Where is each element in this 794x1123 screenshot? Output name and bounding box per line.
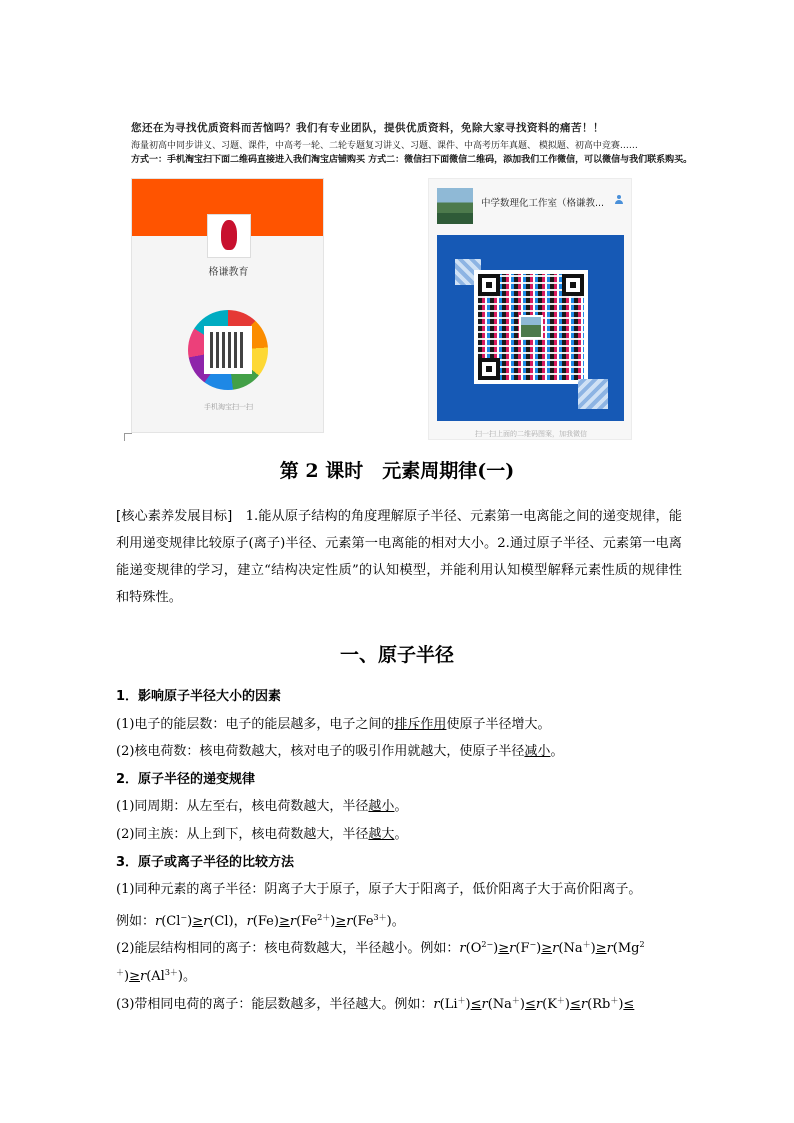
shop-name: 格谦教育 — [208, 267, 249, 278]
paragraph-3: (1)同周期：从左至右，核电荷数越大，半径越小。 — [116, 799, 408, 815]
pixel-decoration — [578, 379, 608, 409]
paragraph-1: (1)电子的能层数：电子的能层越多，电子之间的排斥作用使原子半径增大。 — [116, 716, 551, 732]
taobao-qr-card — [131, 178, 324, 433]
person-icon — [614, 195, 624, 205]
core-goals-paragraph — [116, 503, 682, 611]
paragraph-4: (2)同主族：从上到下，核电荷数越大，半径越大。 — [116, 826, 408, 842]
avatar — [437, 188, 473, 224]
qr-center-logo — [519, 315, 543, 339]
seal-icon — [221, 220, 237, 250]
section-content — [116, 683, 686, 1014]
ad-line-2: 海量初高中同步讲义、习题、课件，中高考一轮、二轮专题复习讲义、习题、课件、中高考历年真题、 模拟题、初高中竞赛…… — [131, 141, 638, 151]
subheading-2: 2．原子半径的递变规律 — [116, 771, 256, 787]
wechat-qr-card — [428, 178, 632, 440]
ad-line-1: 您还在为寻找优质资料而苦恼吗？我们有专业团队，提供优质资料，免除大家寻找资料的痛苦！！ — [131, 122, 604, 134]
goal-text: 1.能从原子结构的角度理解原子半径、元素第一电离能之间的递变规律，能利用递变规律比较原子(离子)半径、元素第一电离能的相对大小。2.通过原子半径、元素第一电离能递变规律的学习，建立“结构决定性质”的认知模型，并能利用认知模型解释元素性质的规律性和特殊性。 — [116, 509, 682, 605]
subheading-3: 3．原子或离子半径的比较方法 — [116, 854, 295, 870]
crop-mark — [124, 433, 132, 441]
goal-label: [核心素养发展目标] — [116, 509, 233, 524]
paragraph-7: (3)带相同电荷的离子：能层数越多，半径越大。例如：r(Li＋)≤r(Na＋)≤r(K＋)≤r(Rb＋)≤ — [116, 995, 635, 1012]
wechat-account-name: 中学数理化工作室（格谦教... — [481, 198, 605, 209]
paragraph-5: (1)同种元素的离子半径：阴离子大于原子，原子大于阳离子，低价阳离子大于高价阳离子。 — [116, 882, 642, 898]
section-heading: 一、原子半径 — [339, 644, 454, 666]
paragraph-6: (2)能层结构相同的离子：核电荷数越大，半径越小。例如：$r(O^{2-})\ge r(F^-)\ge r(Na^+)\ge r(Mg^2$ — [116, 940, 645, 957]
wechat-qr-panel — [437, 235, 624, 421]
wechat-qr-code — [474, 270, 588, 384]
taobao-qr-code — [188, 310, 268, 390]
subheading-1: 1．影响原子半径大小的因素 — [116, 689, 282, 704]
ad-line-3: 方式一：手机淘宝扫下面二维码直接进入我们淘宝店铺购买 方式二：微信扫下面微信二维码，添加我们工作微信，可以微信与我们联系购买。 — [131, 155, 693, 165]
qr-code-icon — [210, 332, 246, 368]
paragraph-6-cont: $^+)\ge r(Al^{3+})$。 — [116, 967, 197, 984]
shop-logo — [207, 214, 251, 258]
lesson-title: 第 2 课时 元素周期律(一) — [279, 460, 515, 482]
wechat-scan-hint: 扫一扫上面的二维码图案，加我微信 — [475, 430, 587, 438]
taobao-scan-hint: 手机淘宝扫一扫 — [204, 403, 253, 411]
example-1: 例如：r(Cl−)≥r(Cl)，$r(Fe)\ge r(Fe^{2+})\ge r(Fe^{3+})$。 — [116, 912, 405, 929]
paragraph-2: (2)核电荷数：核电荷数越大，核对电子的吸引作用就越大，使原子半径减小。 — [116, 744, 564, 760]
